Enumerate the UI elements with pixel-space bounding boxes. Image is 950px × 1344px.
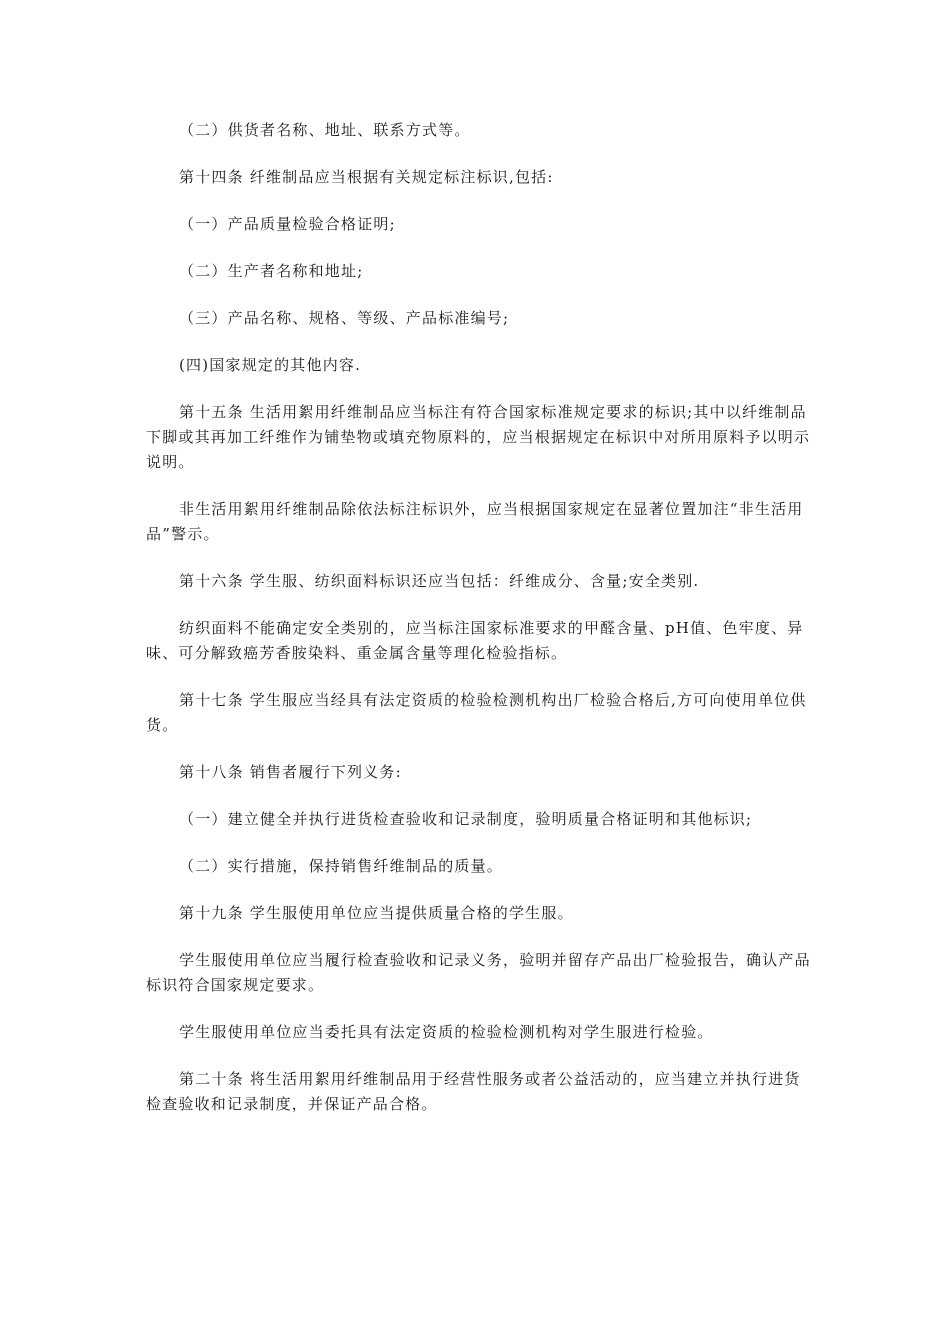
article-14-heading: 第十四条 纤维制品应当根据有关规定标注标识,包括: [179, 168, 554, 186]
document-body [146, 118, 812, 1139]
paragraph: 学生服使用单位应当委托具有法定资质的检验检测机构对学生服进行检验。 [179, 1023, 714, 1041]
article-16-paragraph: 第十六条 学生服、纺织面料标识还应当包括：纤维成分、含量;安全类别. [179, 572, 700, 590]
paragraph: （一）建立健全并执行进货检查验收和记录制度，验明质量合格证明和其他标识; [179, 810, 753, 828]
paragraph: （二）实行措施，保持销售纤维制品的质量。 [179, 857, 504, 875]
paragraph: （一）产品质量检验合格证明; [179, 215, 396, 233]
paragraph: （三）产品名称、规格、等级、产品标准编号; [179, 309, 510, 327]
paragraph: （二）生产者名称和地址; [179, 262, 364, 280]
article-19-paragraph: 第十九条 学生服使用单位应当提供质量合格的学生服。 [179, 904, 574, 922]
article-15-paragraph: 第十五条 生活用絮用纤维制品应当标注有符合国家标准规定要求的标识;其中以纤维制品下脚或其再加工纤维作为铺垫物或填充物原料的，应当根据规定在标识中对所用原料予以明示说明。 [146, 403, 811, 471]
article-18-heading: 第十八条 销售者履行下列义务: [179, 763, 402, 781]
paragraph: 非生活用絮用纤维制品除依法标注标识外，应当根据国家规定在显著位置加注“非生活用品”警示。 [146, 500, 804, 543]
article-17-paragraph: 第十七条 学生服应当经具有法定资质的检验检测机构出厂检验合格后,方可向使用单位供货。 [146, 691, 807, 734]
paragraph: (四)国家规定的其他内容. [179, 356, 362, 374]
paragraph: 学生服使用单位应当履行检查验收和记录义务，验明并留存产品出厂检验报告，确认产品标识符合国家规定要求。 [146, 951, 811, 994]
article-20-paragraph: 第二十条 将生活用絮用纤维制品用于经营性服务或者公益活动的，应当建立并执行进货检查验收和记录制度，并保证产品合格。 [146, 1070, 801, 1113]
paragraph: （二）供货者名称、地址、联系方式等。 [179, 121, 471, 139]
paragraph: 纺织面料不能确定安全类别的，应当标注国家标准要求的甲醛含量、pH值、色牢度、异味、可分解致癌芳香胺染料、重金属含量等理化检验指标。 [146, 619, 804, 662]
